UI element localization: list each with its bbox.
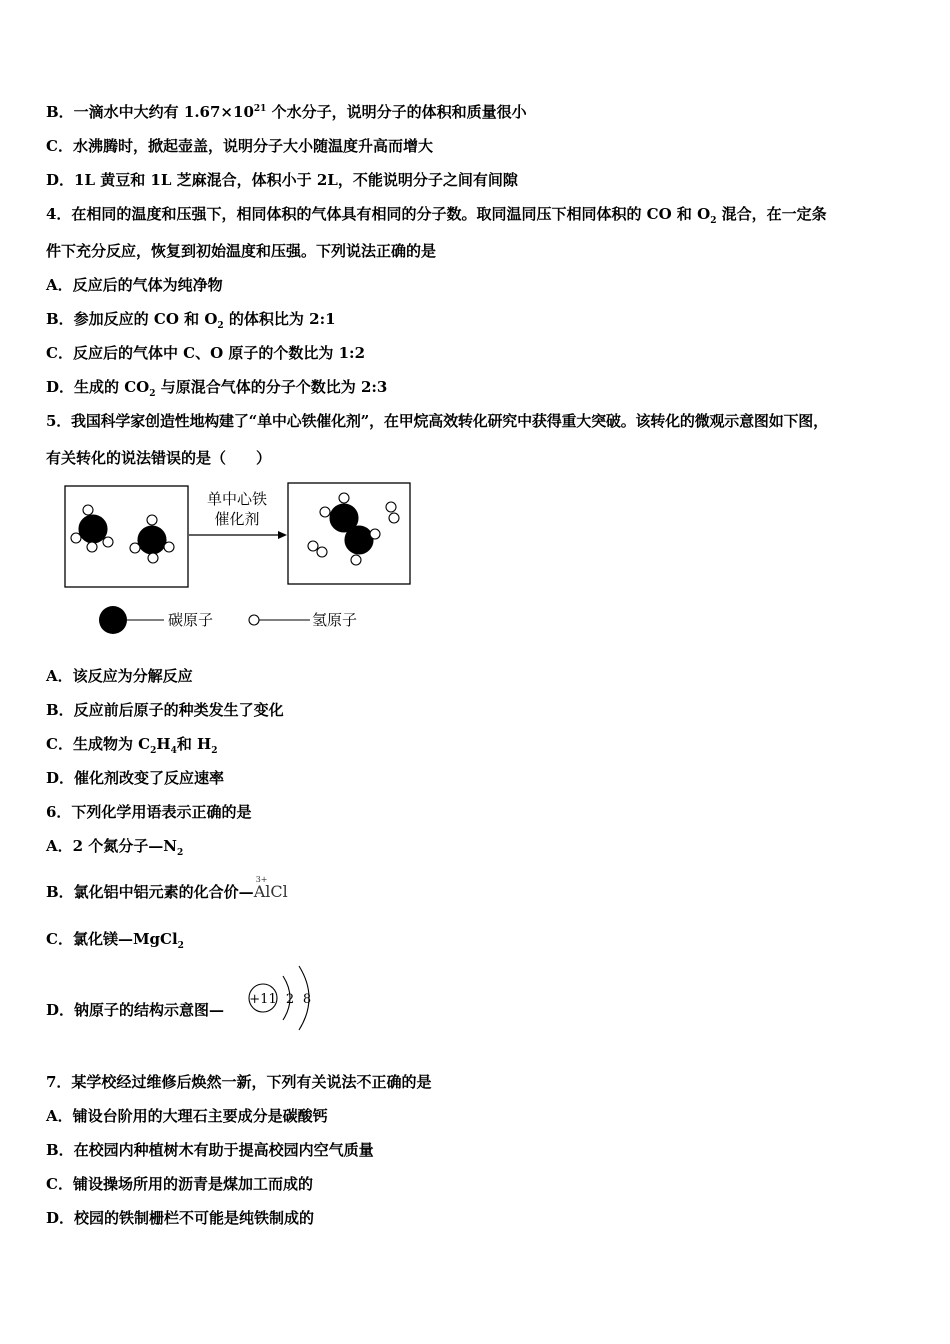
methane-molecule-1: [71, 505, 113, 552]
q5-stem-line2: 有关转化的说法错误的是（ ）: [46, 449, 272, 467]
q6-option-d: D．钠原子的结构示意图—: [46, 1001, 225, 1019]
q7-option-a: A．铺设台阶用的大理石主要成分是碳酸钙: [46, 1107, 328, 1125]
q6-stem: 6．下列化学用语表示正确的是: [46, 803, 252, 821]
q5-option-b: B．反应前后原子的种类发生了变化: [46, 701, 284, 719]
q6-option-b: B．氯化铝中铝元素的化合价— 3+ AlCl: [46, 882, 288, 902]
shell-1-count: 2: [285, 992, 295, 1007]
catalyst-label-2: 催化剂: [214, 511, 260, 528]
q4-option-a: A．反应后的气体为纯净物: [46, 276, 223, 294]
q3-option-d: D．1L 黄豆和 1L 芝麻混合，体积小于 2L，不能说明分子之间有间隙: [46, 171, 518, 189]
q4-option-c: C．反应后的气体中 C、O 原子的个数比为 1:2: [46, 344, 366, 362]
q5-option-c: C．生成物为 $C_2H_4$和 $H_2$: [46, 735, 218, 756]
q5-option-d: D．催化剂改变了反应速率: [46, 769, 225, 787]
hydrogen-molecule-1: [386, 502, 399, 523]
q3-option-c: C．水沸腾时，掀起壶盖，说明分子大小随温度升高而增大: [46, 137, 433, 155]
sodium-atom-structure: [245, 962, 320, 1034]
q7-option-b: B．在校园内种植树木有助于提高校园内空气质量: [46, 1141, 374, 1159]
q7-option-d: D．校园的铁制栅栏不可能是纯铁制成的: [46, 1209, 315, 1227]
q7-stem: 7．某学校经过维修后焕然一新，下列有关说法不正确的是: [46, 1073, 432, 1091]
valence-charge: 3+: [255, 875, 268, 884]
nucleus-charge: +11: [249, 992, 277, 1007]
legend-carbon-dot: [99, 606, 127, 634]
shell-2-count: 8: [302, 992, 312, 1007]
hydrogen-molecule-2: [308, 541, 327, 557]
q4-option-d: D．生成的 $CO_2$ 与原混合气体的分子个数比为 2:3: [46, 378, 388, 399]
legend-hydrogen-label: 氢原子: [312, 612, 358, 629]
arrow-head: [278, 531, 287, 539]
q7-option-c: C．铺设操场所用的沥青是煤加工而成的: [46, 1175, 313, 1193]
methane-molecule-2: [130, 515, 174, 563]
q4-stem-line1: 4．在相同的温度和压强下，相同体积的气体具有相同的分子数。取同温同压下相同体积的 CO 和 $O_2$ 混合，在一定条: [46, 205, 827, 226]
q4-stem-line2: 件下充分反应，恢复到初始温度和压强。下列说法正确的是: [46, 242, 437, 260]
methane-conversion-diagram: [62, 480, 422, 640]
alcl-formula: AlCl: [253, 882, 288, 901]
q5-stem-line1: 5．我国科学家创造性地构建了“单中心铁催化剂”，在甲烷高效转化研究中获得重大突破。该转化的微观示意图如下图，: [46, 412, 828, 430]
q6-option-a: A．2 个氮分子$—N_2$: [46, 837, 184, 858]
q6-option-c: C．氯化镁—MgCl$_2$: [46, 930, 184, 951]
q3-option-b: B．一滴水中大约有 $1.67\times 10^{21}$ 个水分子，说明分子的体积和质量很小: [46, 103, 527, 121]
legend-hydrogen-dot: [249, 615, 259, 625]
q4-option-b: B．参加反应的 CO 和 $O_2$ 的体积比为 2:1: [46, 310, 336, 331]
q5-option-a: A．该反应为分解反应: [46, 667, 193, 685]
catalyst-label-1: 单中心铁: [206, 491, 268, 508]
ethylene-molecule: [320, 493, 380, 565]
legend-carbon-label: 碳原子: [168, 612, 214, 629]
